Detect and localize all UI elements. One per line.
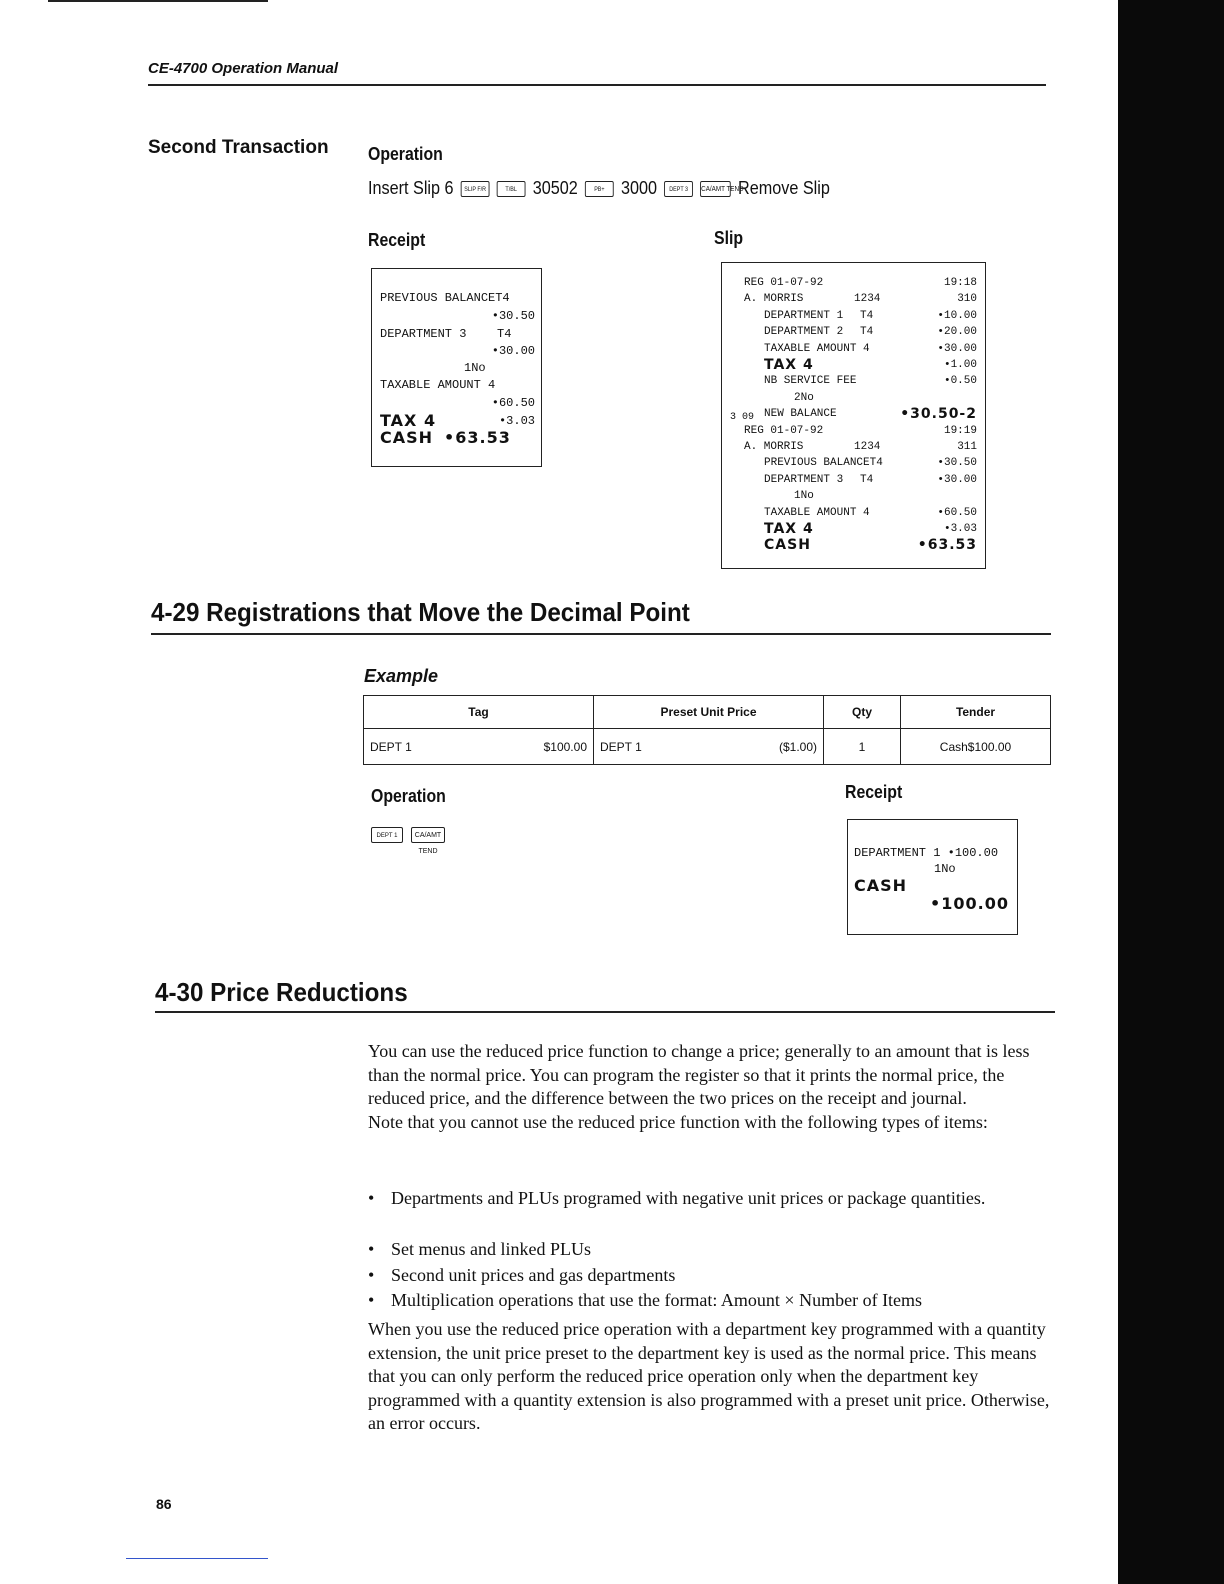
bullet-item (368, 1264, 1058, 1288)
slip-margin-mark: 3 09 (730, 412, 755, 423)
receipt-line: T4 (497, 327, 512, 341)
slip-line-value: •60.50 (937, 506, 977, 519)
slip-line-value: 19:19 (943, 424, 977, 437)
receipt-cash-value: •63.53 (444, 428, 511, 447)
slip-line-text: DEPARTMENT 2 (764, 326, 844, 339)
bullet-text: Set menus and linked PLUs (391, 1239, 591, 1259)
table-cell-qty: 1 (824, 729, 901, 765)
table-header: Tender (901, 696, 1051, 729)
slip-line-text: 1No (794, 490, 814, 503)
pb-key-icon: PB+ (585, 181, 614, 197)
receipt-line: TAXABLE AMOUNT 4 (380, 378, 496, 392)
receipt-line: •30.00 (491, 344, 535, 358)
bullet-icon: • (368, 1239, 375, 1259)
cash-tend-key-icon: CA/AMT TEND (700, 181, 731, 197)
bullet-icon: • (368, 1290, 375, 1310)
slip-line-value: •30.50 (937, 457, 977, 470)
manual-title: CE-4700 Operation Manual (148, 60, 339, 77)
slip-line-text: TAX 4 (764, 357, 814, 373)
section-430-rule (155, 1011, 1055, 1013)
price-amount: ($1.00) (778, 739, 817, 754)
header-rule (148, 84, 1046, 86)
slip-line-text: TAXABLE AMOUNT 4 (764, 342, 870, 355)
receipt-line: DEPARTMENT 1 •100.00 (854, 846, 999, 860)
slip-line-text: DEPARTMENT 3 (764, 473, 844, 486)
paragraph-3: When you use the reduced price operation with a department key programmed with a quantity extension, the unit price preset to the department key is used as the normal price. This means that you can only perform the reduced price operation only when the department key programmed with a quantity extension is also programmed with a preset unit price. Otherwise, an error occurs. (368, 1319, 1050, 1433)
bullet-text: Second unit prices and gas departments (391, 1265, 676, 1285)
slip-line-code: T4 (860, 326, 874, 339)
slip-line-value: •3.03 (943, 523, 977, 535)
slip-line-text: NB SERVICE FEE (764, 375, 857, 388)
key-sequence (368, 178, 837, 199)
bullet-item (368, 1289, 1058, 1313)
receipt-line: •30.50 (491, 309, 535, 323)
receipt-line: 1No (464, 361, 486, 375)
sequence-value-1: 30502 (532, 178, 578, 198)
section-430-title: 4-30 Price Reductions (155, 977, 408, 1007)
slip-line-code: 1234 (854, 441, 881, 453)
slip-line-value: 311 (957, 441, 977, 453)
second-transaction-heading: Second Transaction (148, 137, 329, 158)
paragraph-1: You can use the reduced price function to change a price; generally to an amount that is less than the normal price. You can program the register so that it prints the normal price, the reduced price, and the difference between the two prices on the receipt and journal. (368, 1041, 1030, 1108)
table-cell-tender: Cash$100.00 (901, 729, 1051, 765)
slip-label: Slip (714, 228, 744, 248)
receipt-label-429: Receipt (845, 782, 903, 802)
section-429-rule (151, 633, 1051, 635)
tag-amount: $100.00 (543, 739, 587, 754)
op-keys-429 (371, 827, 453, 855)
bullet-icon: • (368, 1188, 375, 1208)
receipt-cash-label: CASH (380, 428, 434, 447)
slip-line-value: •63.53 (917, 537, 977, 554)
slip-line-text: NEW BALANCE (764, 408, 837, 421)
bullet-text: Departments and PLUs programed with negative unit prices or package quantities. (391, 1188, 986, 1208)
table-header-row (364, 696, 1051, 729)
section-429-title: 4-29 Registrations that Move the Decimal Point (151, 597, 690, 627)
slip-line-value: •0.50 (943, 375, 977, 388)
slip-line-text: TAX 4 (764, 521, 814, 537)
slip-line-value: 310 (957, 293, 977, 306)
bottom-link-rule (126, 1558, 268, 1559)
slip-line-value: •10.00 (937, 309, 977, 322)
slip-line-value: •30.50-2 (900, 406, 977, 423)
slip-line-value: •30.00 (937, 473, 977, 486)
receipt-line: DEPARTMENT 3 (380, 327, 467, 341)
table-key-icon: T/BL (497, 181, 526, 197)
slip-line-code: T4 (860, 473, 874, 486)
receipt-box (371, 268, 542, 467)
receipt-tax-value: •3.03 (498, 414, 535, 428)
table-cell-price (594, 729, 824, 765)
operation-label-429: Operation (371, 786, 446, 806)
example-label: Example (364, 666, 439, 686)
slip-line-text: A. MORRIS (744, 293, 804, 306)
bullet-icon: • (368, 1265, 375, 1285)
slip-line-text: 2No (794, 391, 814, 404)
receipt-line: 1No (934, 862, 956, 876)
sequence-suffix: Remove Slip (738, 178, 830, 198)
example-table (363, 695, 1051, 765)
slip-key-icon: SLIP F/R (461, 181, 490, 197)
slip-line-text: REG 01-07-92 (744, 277, 824, 289)
receipt-box-429 (847, 819, 1018, 935)
table-row (364, 729, 1051, 765)
tag-dept: DEPT 1 (370, 739, 412, 754)
slip-line-text: CASH (764, 537, 811, 554)
table-cell-tag (364, 729, 594, 765)
table-header: Qty (824, 696, 901, 729)
paragraph-2: Note that you cannot use the reduced price function with the following types of items: (368, 1111, 988, 1132)
slip-line-code: T4 (860, 309, 874, 322)
operation-label: Operation (368, 144, 443, 164)
slip-line-text: REG 01-07-92 (744, 424, 824, 437)
receipt-cash-value: •100.00 (930, 894, 1009, 913)
receipt-tax-label: TAX 4 (380, 411, 437, 430)
slip-line-text: A. MORRIS (744, 441, 804, 453)
receipt-cash-label: CASH (854, 876, 908, 895)
receipt-line: •60.50 (491, 396, 535, 410)
slip-line-value: •20.00 (937, 326, 977, 339)
slip-line-code: 1234 (854, 293, 881, 306)
slip-line-text: PREVIOUS BALANCET4 (764, 457, 883, 470)
top-rule (48, 0, 268, 2)
slip-line-text: DEPARTMENT 1 (764, 309, 844, 322)
scan-edge-bar (1118, 0, 1224, 1584)
sequence-prefix: Insert Slip 6 (368, 178, 454, 198)
slip-line-value: •30.00 (937, 342, 977, 355)
bullet-item (368, 1187, 1058, 1211)
price-dept: DEPT 1 (600, 739, 642, 754)
cash-tend-key-icon: CA/AMT TEND (411, 827, 445, 843)
receipt-label: Receipt (368, 230, 426, 250)
slip-line-value: •1.00 (943, 359, 977, 371)
paragraph-intro (368, 1040, 1058, 1134)
paragraph-3-block (368, 1318, 1058, 1436)
table-header: Tag (364, 696, 594, 729)
bullet-item (368, 1238, 1058, 1262)
dept-key-icon: DEPT 3 (664, 181, 693, 197)
table-header: Preset Unit Price (594, 696, 824, 729)
bullet-text: Multiplication operations that use the format: Amount × Number of Items (391, 1290, 923, 1310)
page-number: 86 (156, 1496, 172, 1512)
slip-line-value: 19:18 (943, 277, 977, 289)
dept-1-key-icon: DEPT 1 (371, 827, 403, 843)
sequence-value-2: 3000 (620, 178, 658, 198)
slip-line-text: TAXABLE AMOUNT 4 (764, 506, 870, 519)
receipt-line: PREVIOUS BALANCET4 (380, 291, 510, 305)
slip-box (721, 262, 986, 569)
